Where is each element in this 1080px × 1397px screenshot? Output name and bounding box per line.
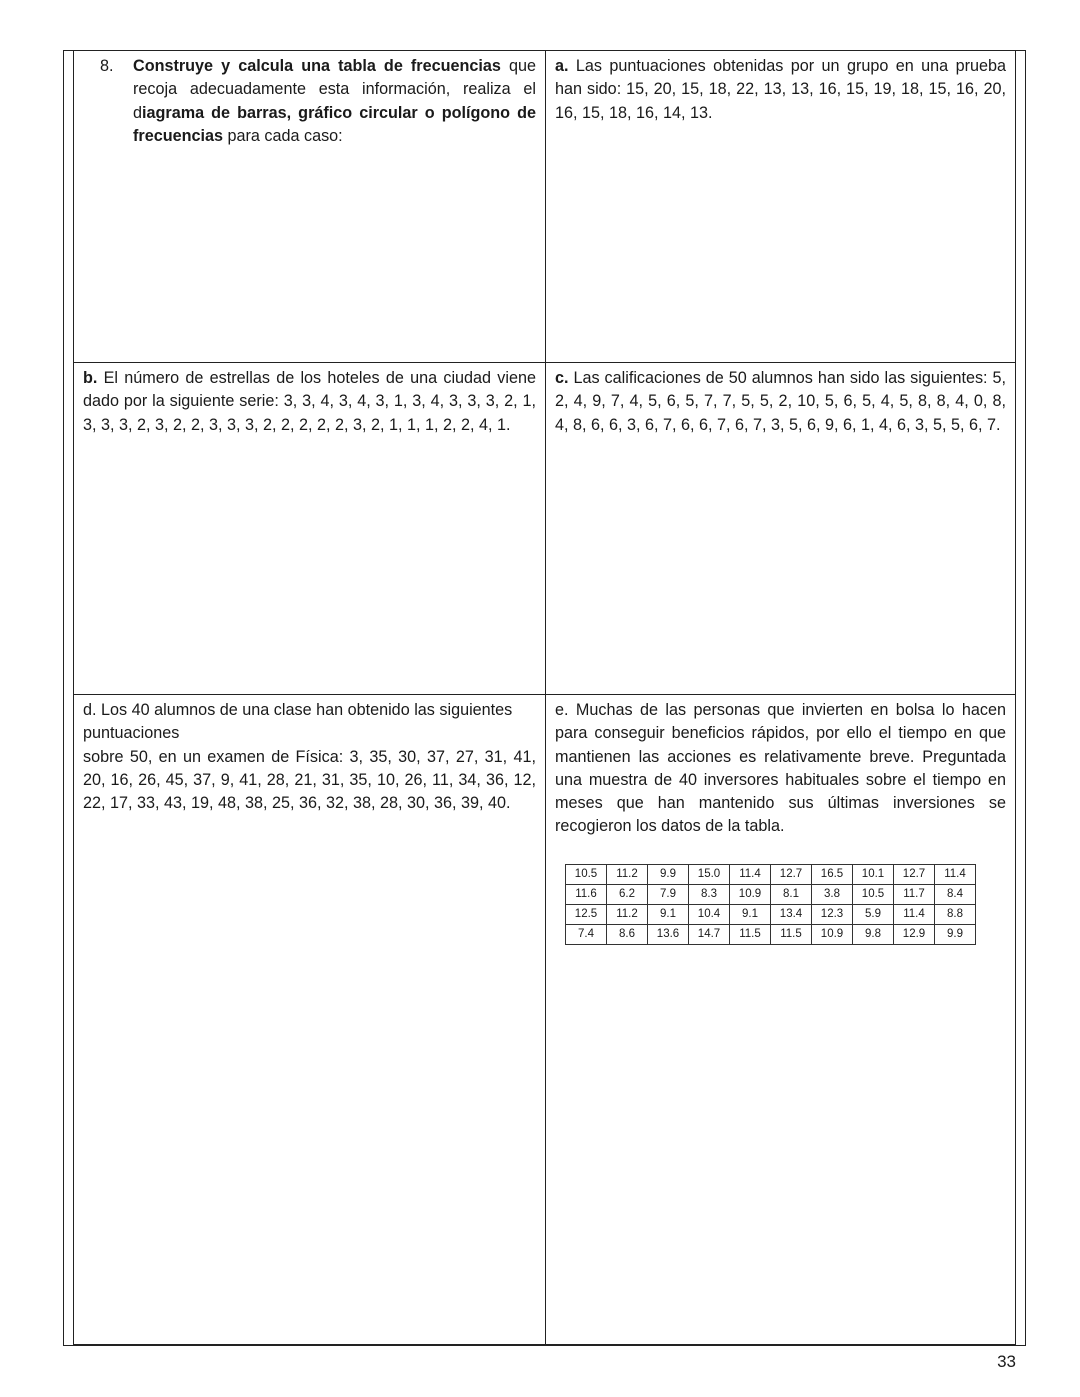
table-cell: 15.0: [689, 864, 730, 884]
item-a-label: a.: [555, 57, 569, 75]
table-cell: 9.1: [648, 904, 689, 924]
table-row: [566, 884, 976, 904]
table-cell: 12.3: [812, 904, 853, 924]
table-cell: 10.4: [689, 904, 730, 924]
item-e-cell: [545, 694, 1015, 1344]
item-a-cell: [545, 51, 1015, 362]
table-cell: 11.4: [935, 864, 976, 884]
table-cell: 11.4: [894, 904, 935, 924]
table-row: [566, 904, 976, 924]
table-cell: 5.9: [853, 904, 894, 924]
table-cell: 8.4: [935, 884, 976, 904]
table-cell: 6.2: [607, 884, 648, 904]
table-cell: 11.7: [894, 884, 935, 904]
table-cell: 11.6: [566, 884, 607, 904]
table-cell: 10.5: [566, 864, 607, 884]
item-c-label: c.: [555, 369, 569, 387]
table-cell: 3.8: [812, 884, 853, 904]
table-cell: 9.1: [730, 904, 771, 924]
table-row: [566, 924, 976, 944]
table-cell: 12.5: [566, 904, 607, 924]
problem-number: 8.: [100, 57, 114, 75]
table-cell: 13.6: [648, 924, 689, 944]
table-cell: 13.4: [771, 904, 812, 924]
item-b-cell: [74, 362, 545, 694]
table-cell: 12.9: [894, 924, 935, 944]
table-cell: 9.8: [853, 924, 894, 944]
table-cell: 10.9: [812, 924, 853, 944]
table-cell: 7.9: [648, 884, 689, 904]
table-cell: 12.7: [771, 864, 812, 884]
table-cell: 7.4: [566, 924, 607, 944]
table-cell: 11.4: [730, 864, 771, 884]
item-b-text: El número de estrellas de los hoteles de una ciudad viene dado por la siguiente serie: 3, 3, 4, 3, 4, 3, 1, 3, 4, 3, 3, 3, 2, 1, 3, 3, 3, 2, 3, 2, 2, 3, 3, 3, 2, 2, 2, 2, 2, 3, 2, 1, 1, 1, 2, 2, 4, 1.: [83, 369, 536, 434]
table-cell: 14.7: [689, 924, 730, 944]
item-b-label: b.: [83, 369, 98, 387]
page-number: 33: [997, 1352, 1016, 1371]
table-cell: 11.5: [730, 924, 771, 944]
table-cell: 8.3: [689, 884, 730, 904]
table-row: [566, 864, 976, 884]
item-d-cell: [74, 694, 545, 1344]
problem-statement-cell: [74, 51, 545, 362]
table-cell: 10.9: [730, 884, 771, 904]
table-cell: 11.2: [607, 864, 648, 884]
item-a-text: Las puntuaciones obtenidas por un grupo en una prueba han sido: 15, 20, 15, 18, 22, 13, 13, 16, 15, 19, 18, 15, 16, 20, 16, 15, 18, 16, 14, 13.: [555, 57, 1006, 122]
table-cell: 8.8: [935, 904, 976, 924]
exercise-grid: [73, 50, 1016, 1345]
investment-data-table: [565, 864, 976, 945]
item-e-text: e. Muchas de las personas que invierten en bolsa lo hacen para conseguir beneficios rápidos, por ello el tiempo en que mantienen las acciones es relativamente breve. Preguntada una muestra de 40 inversores habituales sobre el tiempo en meses que han mantenido sus últimas inversiones se recogieron los datos de la tabla.: [555, 701, 1006, 836]
table-cell: 8.6: [607, 924, 648, 944]
table-cell: 16.5: [812, 864, 853, 884]
item-d-heading: d. Los 40 alumnos de una clase han obtenido las siguientes puntuaciones: [83, 701, 513, 743]
table-cell: 9.9: [648, 864, 689, 884]
table-cell: 9.9: [935, 924, 976, 944]
item-c-cell: [545, 362, 1015, 694]
item-c-text: Las calificaciones de 50 alumnos han sido las siguientes: 5, 2, 4, 9, 7, 4, 5, 6, 5, 7, 7, 5, 5, 2, 10, 5, 6, 5, 4, 5, 8, 8, 4, 0, 8, 4, 8, 6, 6, 3, 6, 7, 6, 6, 7, 6, 7, 3, 5, 6, 9, 6, 1, 4, 6, 3, 5, 5, 6, 7.: [555, 369, 1006, 434]
table-cell: 10.5: [853, 884, 894, 904]
table-cell: 12.7: [894, 864, 935, 884]
table-cell: 11.5: [771, 924, 812, 944]
item-d-text: sobre 50, en un examen de Física: 3, 35, 30, 37, 27, 31, 41, 20, 16, 26, 45, 37, 9, 41, 28, 21, 31, 35, 10, 26, 11, 34, 36, 12, 22, 17, 33, 43, 19, 48, 38, 25, 36, 32, 38, 28, 30, 36, 39, 40.: [83, 747, 536, 813]
table-cell: 10.1: [853, 864, 894, 884]
table-cell: 11.2: [607, 904, 648, 924]
problem-statement: Construye y calcula una tabla de frecuencias que recoja adecuadamente esta información, realiza el diagrama de barras, gráfico circular o polígono de frecuencias para cada caso:: [133, 57, 536, 145]
table-cell: 8.1: [771, 884, 812, 904]
